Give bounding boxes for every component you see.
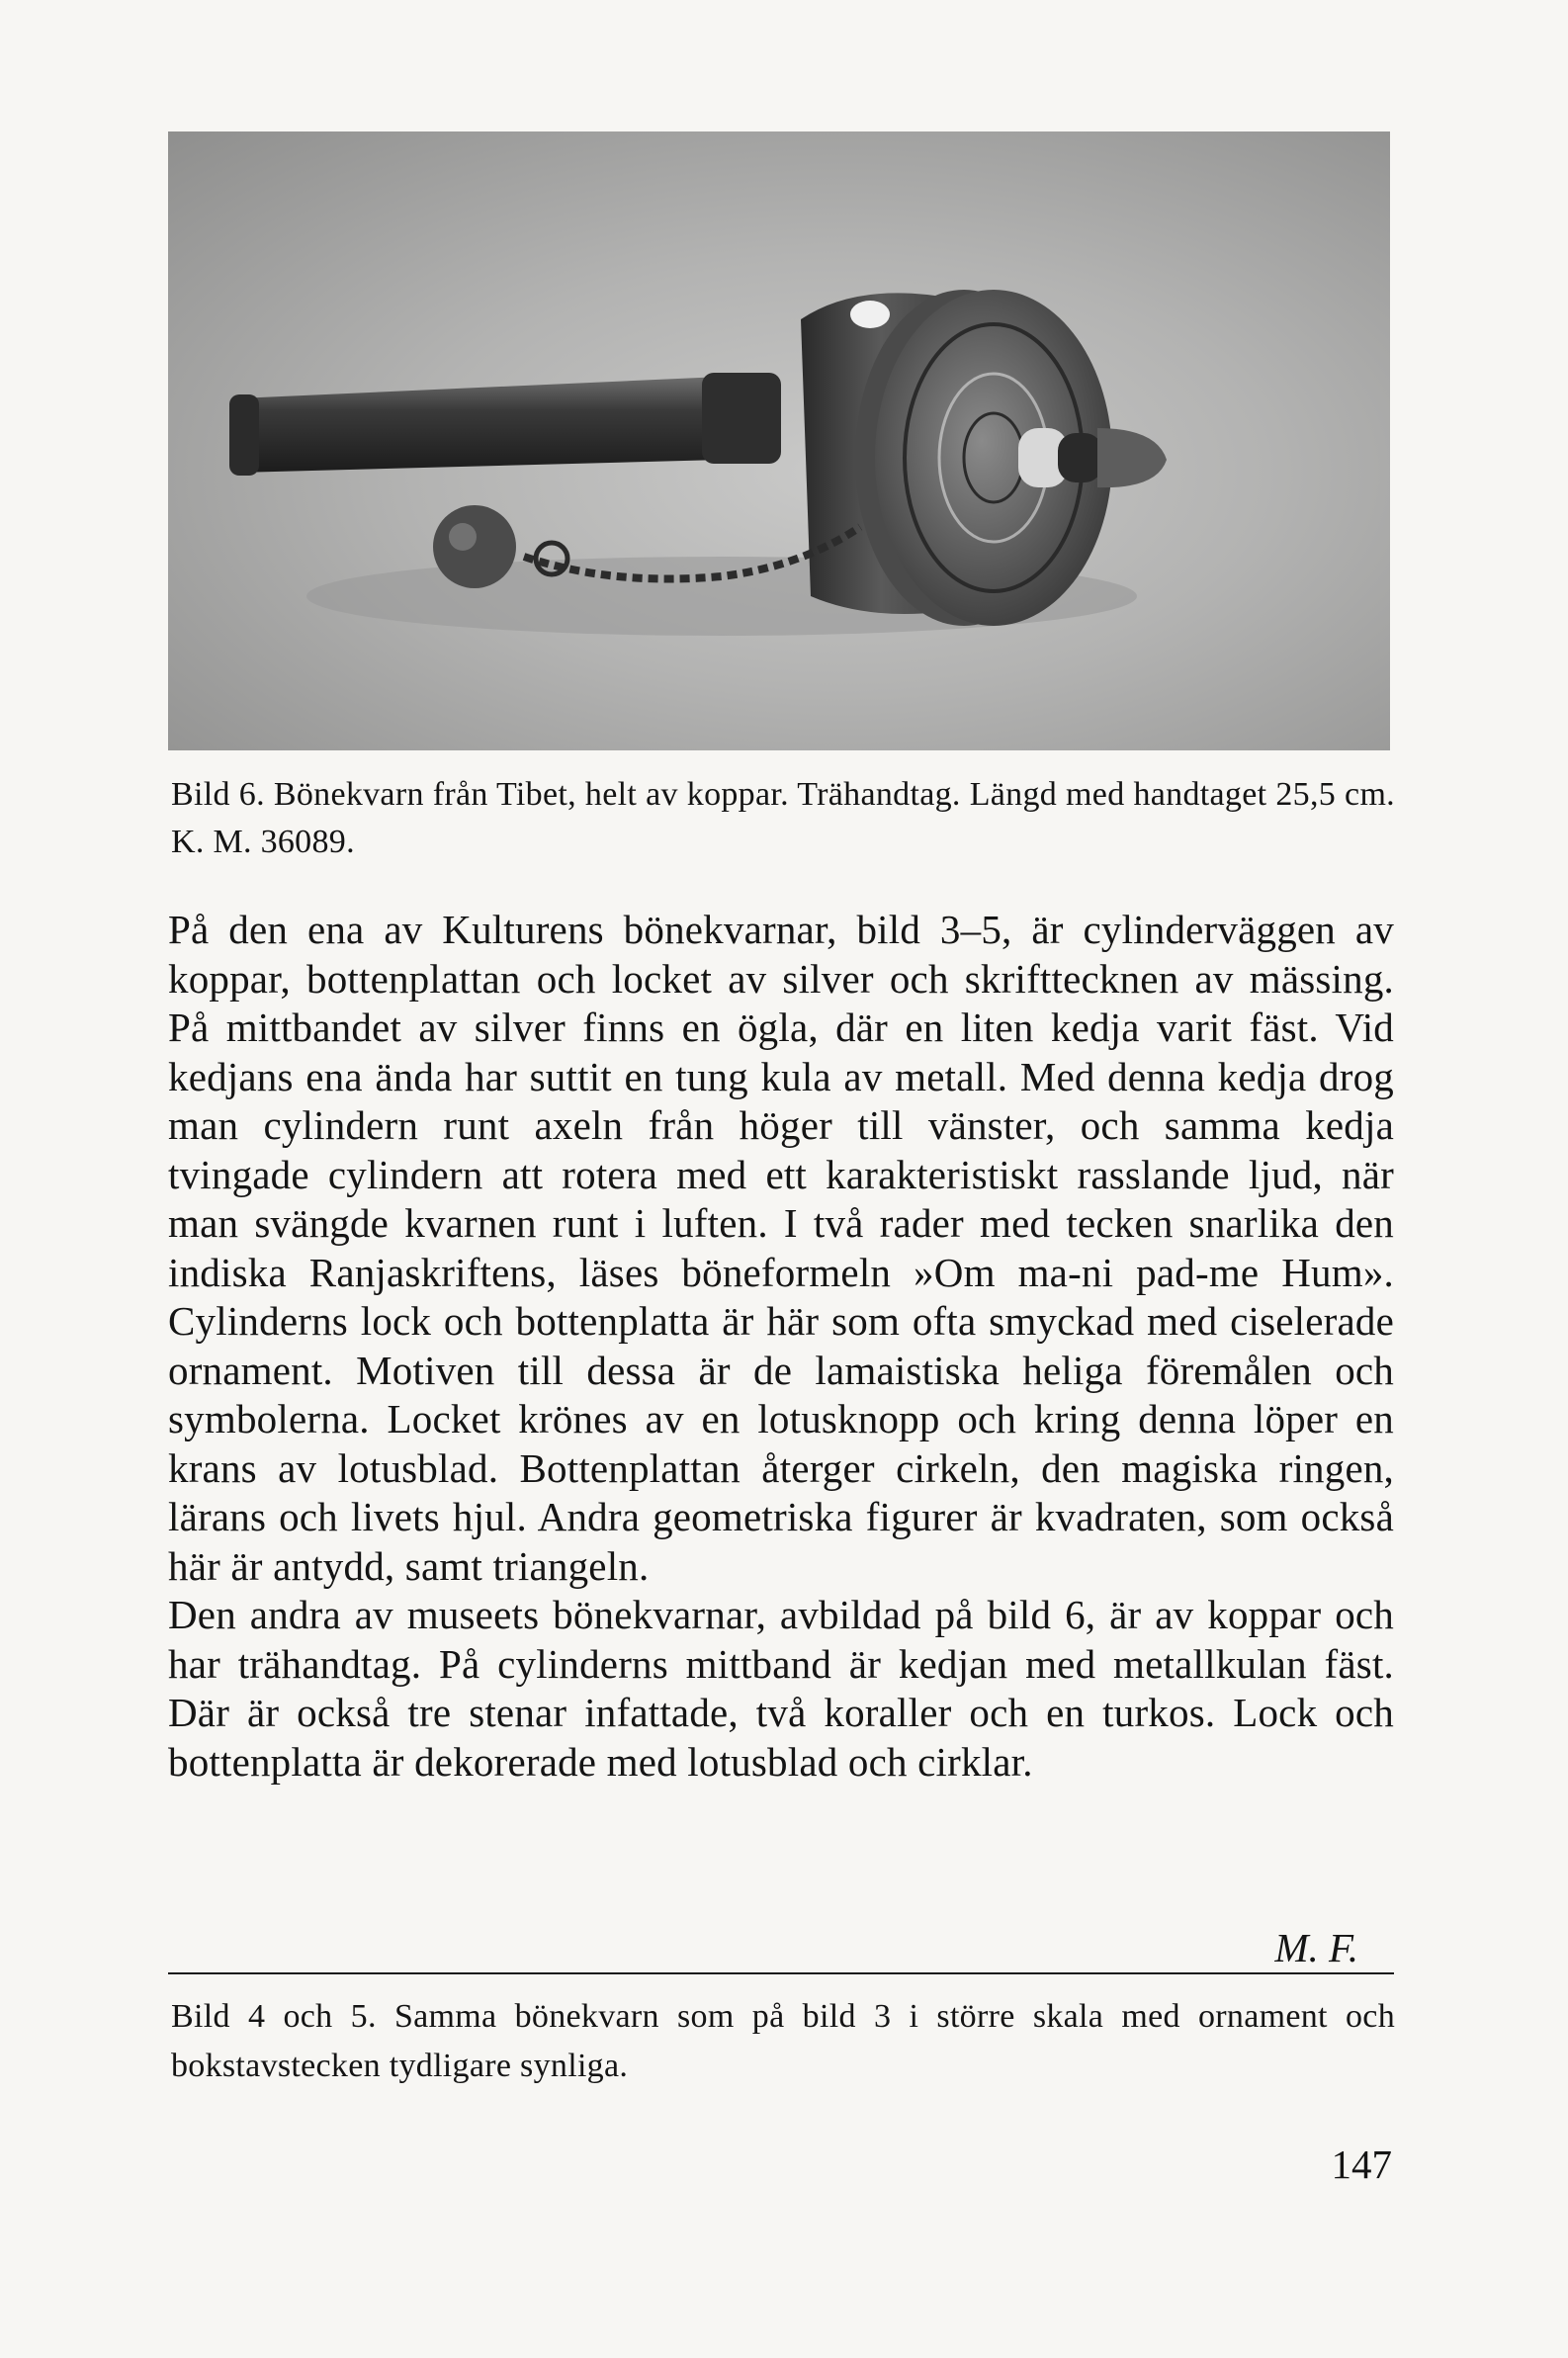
article-text	[168, 906, 1394, 1787]
prayer-wheel-photo	[168, 131, 1390, 750]
page-number: 147	[1331, 2141, 1392, 2187]
paragraph-1: På den ena av Kulturens bönekvarnar, bild 3–5, är cylinderväggen av koppar, bottenplattan och locket av silver och skrifttecknen av mässing. På mittbandet av silver finns en ögla, där en liten kedja varit fäst. Vid kedjans ena ända har suttit en tung kula av metall. Med denna kedja drog man cylindern runt axeln från höger till vänster, och samma kedja tvingade cylindern att rotera med ett karakteristiskt rasslande ljud, när man svängde kvarnen runt i luften. I två rader med tecken snarlika den indiska Ranjaskriftens, läses böneformeln »Om ma-ni pad-me Hum». Cylinderns lock och bottenplatta är här som ofta smyckad med ciselerade ornament. Motiven till dessa är de lamaistiska heliga föremålen och symbolerna. Locket krönes av en lotusknopp och kring denna löper en krans av lotusblad. Bottenplattan återger cirkeln, den magiska ringen, lärans och livets hjul. Andra geometriska figurer är kvadraten, som också här är antydd, samt triangeln.	[168, 907, 1394, 1589]
paragraph-2: Den andra av museets bönekvarnar, avbildad på bild 6, är av koppar och har trähandtag. På cylinderns mittband är kedjan med metallkulan fäst. Där är också tre stenar infattade, två koraller och en turkos. Lock och bottenplatta är dekorerade med lotusblad och cirklar.	[168, 1592, 1394, 1785]
author-signature: M. F.	[1274, 1925, 1358, 1970]
footnote-caption: Bild 4 och 5. Samma bönekvarn som på bild 3 i större skala med ornament och bokstavstecken tydligare synliga.	[171, 1998, 1395, 2084]
prayer-wheel-illustration	[168, 131, 1390, 750]
figure-caption: Bild 6. Bönekvarn från Tibet, helt av koppar. Trähandtag. Längd med handtaget 25,5 cm. K. M. 36089.	[171, 776, 1395, 860]
footnote-divider	[168, 1972, 1394, 1974]
